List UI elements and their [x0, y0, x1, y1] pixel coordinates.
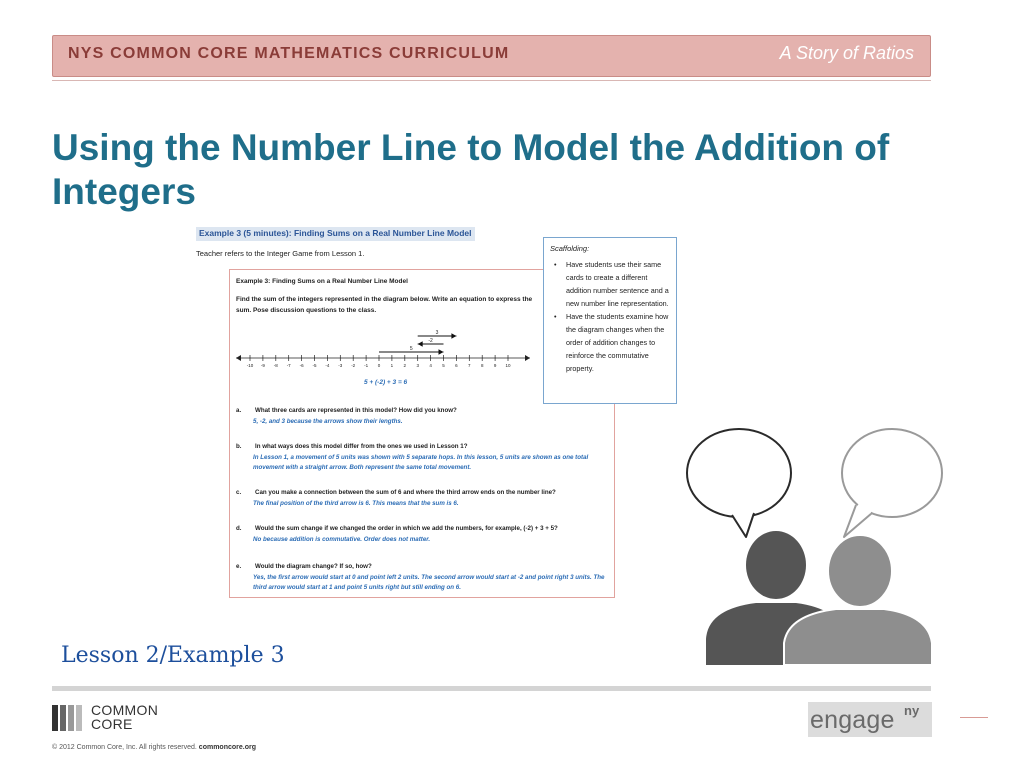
discussion-illustration: [684, 425, 946, 667]
number-line-diagram: [234, 320, 534, 372]
speech-bubble-icon: [687, 429, 791, 537]
question-answer: No because addition is commutative. Order does not matter.: [253, 536, 431, 543]
arrow-label: 3: [435, 330, 439, 336]
scaffolding-list: [550, 258, 670, 375]
tick-label: 3: [416, 363, 419, 368]
arrow-label: 5: [409, 346, 413, 352]
question-answer: The final position of the third arrow is 6. This means that the sum is 6.: [253, 500, 459, 507]
copyright: [52, 744, 256, 751]
exercise-equation: 5 + (-2) + 3 = 6: [364, 379, 408, 386]
movement-arrowhead: [439, 349, 444, 355]
example-heading: Example 3 (5 minutes): Finding Sums on a Real Number Line Model: [196, 227, 475, 241]
axis-arrowhead-left: [236, 355, 241, 361]
tick-label: 5: [442, 363, 445, 368]
page-title: Using the Number Line to Model the Addition of Integers: [52, 127, 890, 212]
engage-sup: ny: [904, 703, 920, 718]
tick-label: -2: [351, 363, 356, 368]
question-text: Would the diagram change? If so, how?: [255, 563, 372, 570]
tick-label: -5: [312, 363, 317, 368]
common-core-wordmark: [91, 703, 158, 731]
speech-bubble-icon: [842, 429, 942, 537]
cc-line1: COMMON: [91, 702, 159, 718]
tick-label: 9: [493, 363, 497, 368]
tick-label: 8: [480, 363, 484, 368]
arrow-label: -2: [428, 338, 433, 344]
tick-label: 6: [455, 363, 458, 368]
tick-label: -8: [273, 363, 278, 368]
footer-divider: [52, 686, 931, 691]
module-title: A Story of Ratios: [779, 43, 914, 63]
tick-label: 10: [505, 363, 511, 368]
movement-arrowhead: [418, 341, 423, 347]
question-text: Can you make a connection between the sum of 6 and where the third arrow ends on the number line?: [255, 489, 556, 496]
copyright-text: © 2012 Common Core, Inc. All rights reserved.: [52, 744, 197, 751]
question-text: What three cards are represented in this model? How did you know?: [255, 407, 457, 414]
teacher-note: Teacher refers to the Integer Game from Lesson 1.: [196, 249, 365, 258]
question-letter: d.: [236, 525, 242, 532]
tick-label: -4: [325, 363, 330, 368]
tick-label: -1: [364, 363, 369, 368]
scaffolding-box: [543, 237, 677, 404]
axis-arrowhead-right: [525, 355, 530, 361]
curriculum-title: NYS COMMON CORE MATHEMATICS CURRICULUM: [68, 45, 510, 62]
tick-label: 7: [468, 363, 471, 368]
question-letter: b.: [236, 443, 242, 450]
cc-line2: CORE: [91, 716, 133, 732]
header-divider: [52, 80, 931, 81]
engage-text: engage: [810, 706, 895, 734]
tick-label: -3: [338, 363, 343, 368]
tick-label: -6: [299, 363, 304, 368]
tick-label: -7: [286, 363, 291, 368]
question-answer: Yes, the first arrow would start at 0 and point left 2 units. The second arrow would start at -2 and point right 3 units. The third arrow would start at 1 and point 5 units right but still ending on 6.: [253, 574, 605, 591]
scaffolding-item: • Have the students examine how the diagram changes when the order of addition changes to reinforce the commutative property.: [550, 310, 670, 375]
tick-label: 4: [429, 363, 432, 368]
tick-label: 1: [390, 363, 394, 368]
copyright-link[interactable]: commoncore.org: [198, 744, 256, 751]
movement-arrowhead: [451, 333, 456, 339]
engage-ny-logo: [808, 702, 932, 737]
question-answer: In Lesson 1, a movement of 5 units was shown with 5 separate hops. In this lesson, 5 units are shown as one total movement with a straight arrow. Both represent the same total movement.: [253, 454, 589, 471]
question-answer: 5, -2, and 3 because the arrows show their lengths.: [253, 418, 403, 425]
tick-label: 0: [377, 363, 381, 368]
question-letter: e.: [236, 563, 242, 570]
scaffolding-title: Scaffolding:: [550, 244, 590, 253]
lesson-label: Lesson 2/Example 3: [61, 643, 285, 668]
question-letter: a.: [236, 407, 242, 414]
common-core-logo-icon: [52, 705, 86, 731]
exercise-label: Example 3: Finding Sums on a Real Number Line Model: [236, 278, 408, 285]
person-silhouette-icon: [784, 535, 932, 665]
question-text: Would the sum change if we changed the order in which we add the numbers, for example, (-2) + 3 + 5?: [255, 525, 558, 532]
tick-label: 2: [403, 363, 407, 368]
question-text: In what ways does this model differ from the ones we used in Lesson 1?: [255, 443, 468, 450]
exercise-prompt: Find the sum of the integers represented in the diagram below. Write an equation to express the sum. Pose discussion questions to the class.: [236, 296, 533, 314]
scaffolding-item: • Have students use their same cards to create a different addition number sentence and a new number line representation.: [550, 258, 670, 310]
tick-label: -10: [246, 363, 254, 368]
question-letter: c.: [236, 489, 242, 496]
corner-decoration: [960, 717, 988, 718]
tick-label: -9: [260, 363, 265, 368]
